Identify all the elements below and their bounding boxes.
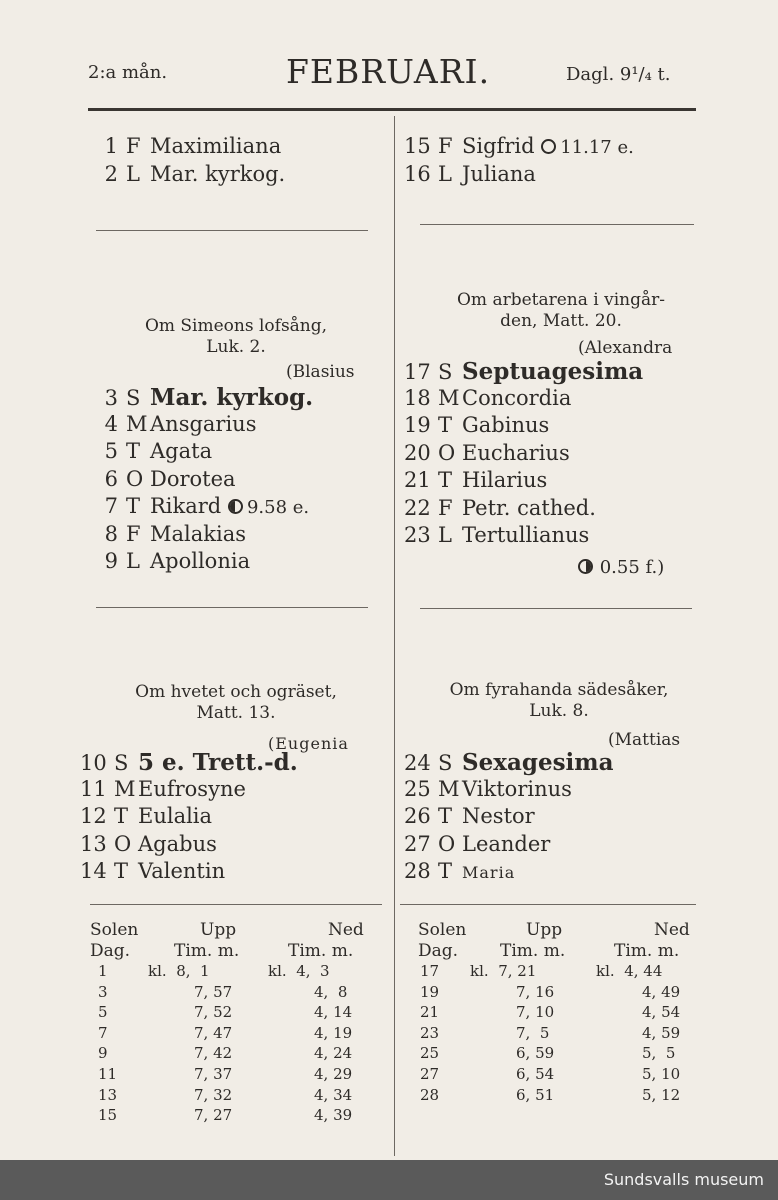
day-name: Eulalia	[138, 804, 213, 828]
sun-rise: 6, 54	[516, 1065, 555, 1083]
sun-day: 13	[98, 1085, 118, 1104]
weekday-letter: S	[126, 386, 141, 410]
day-row	[404, 777, 572, 801]
day-name: Hilarius	[462, 468, 548, 492]
day-number: 10	[80, 751, 107, 775]
page-title: FEBRUARI.	[286, 52, 491, 91]
day-name: Agata	[150, 439, 213, 463]
left-paren-2: (Blasius	[286, 362, 355, 382]
sun-set: 4, 34	[314, 1085, 353, 1104]
day-row	[92, 522, 246, 546]
day-name: Nestor	[462, 804, 535, 828]
day-name: Agabus	[138, 831, 217, 856]
day-name: Maximiliana	[150, 134, 282, 158]
weekday-letter: O	[438, 831, 456, 856]
day-number: 1	[104, 134, 118, 158]
first-quarter-moon-icon	[228, 499, 243, 514]
sun-set: 4, 39	[314, 1106, 353, 1125]
museum-credit: Sundsvalls museum	[603, 1170, 764, 1189]
day-row	[92, 549, 250, 573]
day-row	[404, 496, 596, 520]
weekday-letter: M	[114, 776, 136, 801]
day-number: 26	[404, 804, 431, 828]
weekday-letter: T	[126, 494, 141, 518]
sun-day: 11	[98, 1065, 118, 1083]
day-number: 12	[80, 804, 107, 828]
day-row	[80, 777, 246, 801]
day-row	[92, 162, 285, 186]
sun-rise: 7, 10	[516, 1003, 555, 1022]
day-name: Mar. kyrkog.	[150, 384, 314, 411]
day-number: 14	[80, 859, 107, 883]
sun-set: 4, 29	[314, 1065, 353, 1083]
museum-credit-bar	[0, 1160, 778, 1200]
separator	[96, 607, 368, 608]
day-name: Ansgarius	[150, 411, 257, 436]
sun-day: 1	[98, 962, 108, 980]
left-heading-3: Om hvetet och ogräset, Matt. 13.	[135, 682, 337, 723]
right-paren-2: (Alexandra	[578, 338, 673, 358]
day-number: 8	[104, 521, 118, 546]
day-number: 22	[404, 495, 431, 520]
day-name: Eufrosyne	[138, 776, 246, 801]
weekday-letter: O	[114, 831, 132, 856]
day-number: 27	[404, 831, 431, 856]
sun-rise: 7, 42	[194, 1044, 233, 1063]
day-row	[404, 134, 634, 158]
sun-set: 4, 19	[314, 1023, 353, 1042]
sun-set: 5, 5	[642, 1044, 676, 1063]
weekday-letter: O	[126, 466, 144, 491]
separator	[400, 904, 696, 905]
weekday-letter: T	[438, 859, 453, 883]
day-name: Petr. cathed.	[462, 495, 596, 520]
sun-rise: 7, 5	[516, 1023, 550, 1042]
day-name: Valentin	[138, 859, 226, 883]
day-name: Leander	[462, 831, 551, 856]
day-row	[80, 859, 225, 883]
day-name: Malakias	[150, 521, 246, 546]
separator	[96, 230, 368, 231]
last-quarter-moon-icon	[578, 559, 593, 574]
sun-rise: 7, 52	[194, 1003, 233, 1022]
sun-set: 4, 59	[642, 1023, 681, 1042]
day-name: 5 e. Trett.-d.	[138, 749, 298, 776]
day-name: Apollonia	[150, 549, 251, 573]
day-length: Dagl. 9¹/₄ t.	[566, 64, 671, 85]
sun-day: 5	[98, 1003, 108, 1022]
day-name: Juliana	[462, 162, 536, 186]
day-number: 23	[404, 523, 431, 547]
right-moon-note: 0.55 f.)	[578, 554, 664, 578]
day-number: 24	[404, 751, 431, 775]
sun-day: 23	[420, 1023, 440, 1042]
day-row	[80, 749, 298, 776]
day-number: 21	[404, 468, 431, 492]
day-row	[404, 859, 515, 883]
day-number: 11	[80, 776, 107, 801]
moon-time: 9.58 e.	[246, 497, 310, 518]
sun-set: kl. 4, 44	[596, 962, 663, 980]
day-name: Eucharius	[462, 440, 570, 465]
day-number: 25	[404, 776, 431, 801]
weekday-letter: L	[126, 162, 140, 186]
weekday-letter: S	[114, 751, 129, 775]
right-heading-3: Om fyrahanda sädesåker, Luk. 8.	[449, 680, 669, 721]
day-number: 28	[404, 859, 431, 883]
weekday-letter: T	[114, 859, 129, 883]
day-row	[92, 439, 212, 463]
sun-rise: 7, 27	[194, 1106, 233, 1125]
day-number: 6	[104, 466, 118, 491]
header-rule	[88, 108, 696, 111]
day-name: Gabinus	[462, 413, 550, 437]
right-heading-2: Om arbetarena i vingår- den, Matt. 20.	[456, 290, 666, 331]
sun-set: 5, 10	[642, 1065, 681, 1083]
weekday-letter: M	[438, 385, 460, 410]
day-number: 17	[404, 360, 431, 384]
sun-rise: 6, 51	[516, 1085, 555, 1104]
day-row	[404, 162, 536, 186]
sun-set: 4, 24	[314, 1044, 353, 1063]
day-name: Tertullianus	[462, 523, 590, 547]
weekday-letter: O	[438, 440, 456, 465]
right-paren-3: (Mattias	[608, 730, 681, 750]
day-row	[404, 749, 614, 776]
day-name: Dorotea	[150, 466, 236, 491]
sun-day: 19	[420, 982, 440, 1001]
weekday-letter: M	[126, 411, 148, 436]
sun-rise: kl. 7, 21	[470, 962, 537, 980]
day-row	[404, 386, 571, 410]
weekday-letter: T	[438, 413, 453, 437]
separator	[420, 224, 694, 225]
sun-set: 4, 54	[642, 1003, 681, 1022]
column-divider	[394, 116, 395, 1156]
moon-time: 11.17 e.	[560, 137, 634, 158]
day-row	[92, 384, 313, 411]
left-paren-3: (Eugenia	[268, 734, 349, 753]
day-number: 7	[104, 494, 118, 518]
weekday-letter: F	[126, 521, 141, 546]
weekday-letter: L	[438, 162, 452, 186]
day-number: 13	[80, 831, 107, 856]
day-number: 16	[404, 162, 431, 186]
day-name: Sexagesima	[462, 749, 614, 776]
weekday-letter: T	[438, 804, 453, 828]
day-row	[92, 467, 236, 491]
sun-rise: 7, 16	[516, 982, 555, 1001]
sun-day: 9	[98, 1044, 108, 1063]
sun-rise: 7, 47	[194, 1023, 233, 1042]
sun-day: 27	[420, 1065, 440, 1083]
sun-set: 4, 8	[314, 982, 348, 1001]
weekday-letter: L	[126, 549, 140, 573]
sun-day: 28	[420, 1085, 440, 1104]
sun-set: 4, 14	[314, 1003, 353, 1022]
day-number: 3	[104, 386, 118, 410]
weekday-letter: T	[126, 439, 141, 463]
day-name: Septuagesima	[462, 358, 644, 385]
weekday-letter: S	[438, 751, 453, 775]
day-name: Concordia	[462, 385, 572, 410]
day-row	[80, 804, 212, 828]
day-row	[404, 804, 535, 828]
full-moon-icon	[541, 139, 556, 154]
sun-set: kl. 4, 3	[268, 962, 330, 980]
day-row	[404, 441, 570, 465]
day-row	[404, 523, 589, 547]
sun-day: 17	[420, 962, 440, 980]
weekday-letter: F	[438, 134, 453, 158]
day-number: 9	[104, 549, 118, 573]
sun-day: 21	[420, 1003, 440, 1022]
sun-day: 7	[98, 1023, 108, 1042]
day-row	[92, 494, 309, 518]
sun-rise: 6, 59	[516, 1044, 555, 1063]
day-name: Rikard	[150, 494, 222, 518]
weekday-letter: T	[438, 468, 453, 492]
weekday-letter: F	[126, 134, 141, 158]
day-row	[404, 413, 549, 437]
day-number: 20	[404, 440, 431, 465]
left-heading-2: Om Simeons lofsång, Luk. 2.	[144, 316, 328, 357]
sun-day: 3	[98, 982, 108, 1001]
day-number: 15	[404, 134, 431, 158]
day-number: 4	[104, 411, 118, 436]
day-row	[404, 468, 547, 492]
day-row	[80, 832, 217, 856]
weekday-letter: F	[438, 495, 453, 520]
day-row	[92, 134, 281, 158]
sun-day: 25	[420, 1044, 440, 1063]
weekday-letter: L	[438, 523, 452, 547]
day-number: 5	[104, 439, 118, 463]
sun-set: 4, 49	[642, 982, 681, 1001]
weekday-letter: M	[438, 776, 460, 801]
sun-rise: 7, 37	[194, 1065, 233, 1083]
calendar-page: 2:a mån. FEBRUARI. Dagl. 9¹/₄ t. 1 F Maximiliana 2 L Mar. kyrkog. Om Simeons lofsång, Luk. 2. (Blasius 3 S Mar. kyrkog. 4 M Ansgarius 5 T Agata 6 O Dorotea 7 T Rikard 9.58 e. 8 F Malakias 9 L Apollonia Om hvetet och ogräset, Matt. 13. (Eugenia 10 S 5 e. Trett.-d. 11 M Eufrosyne 12 T Eulalia 13 O Agabus 14 T Valentin 15 F Sigfrid 11.17 e. 16 L Juliana Om arbetarena i vingår- den, Matt. 20. (Alexandra 17 S Septuagesima 18 M Concordia 19 T Gabinus 20 O Eucharius 21 T Hilarius 22 F Petr. cathed. 23 L Tertullianus 0.55 f.) Om fyrahanda sädesåker, Luk. 8. (Mattias 24 S Sexagesima 25 M Viktorinus 26 T Nestor 27 O Leander 28 T Maria Solen Upp Ned Dag. Tim. m. Tim. m. 1 kl. 8, 1 kl. 4, 3 3 7, 57 4, 8 5 7, 52 4, 14 7 7, 47 4, 19 9 7, 42 4, 24 11 7, 37 4, 29 13 7, 32 4, 34 15 7, 27 4, 39 Solen Upp Ned Dag. Tim. m. Tim. m. 17 kl. 7, 21 kl. 4, 44 19 7, 16 4, 49 21 7, 10 4, 54 23 7, 5 4, 59 25 6, 59 5, 5 27 6, 54 5, 10 28 6, 51 5, 12	[0, 0, 778, 1160]
day-row	[92, 412, 257, 436]
sun-rise: 7, 32	[194, 1085, 233, 1104]
day-number: 19	[404, 413, 431, 437]
day-number: 18	[404, 385, 431, 410]
day-name: Mar. kyrkog.	[150, 162, 286, 186]
day-name: Maria	[462, 863, 516, 882]
day-row	[404, 358, 643, 385]
sun-set: 5, 12	[642, 1085, 681, 1104]
day-row	[404, 832, 550, 856]
separator	[90, 904, 382, 905]
separator	[420, 608, 692, 609]
sun-day: 15	[98, 1106, 118, 1125]
sun-rise: kl. 8, 1	[148, 962, 210, 980]
month-number: 2:a mån.	[88, 62, 168, 83]
weekday-letter: S	[438, 360, 453, 384]
sun-rise: 7, 57	[194, 982, 233, 1001]
weekday-letter: T	[114, 804, 129, 828]
day-number: 2	[104, 162, 118, 186]
day-name: Sigfrid	[462, 134, 535, 158]
day-name: Viktorinus	[462, 776, 572, 801]
